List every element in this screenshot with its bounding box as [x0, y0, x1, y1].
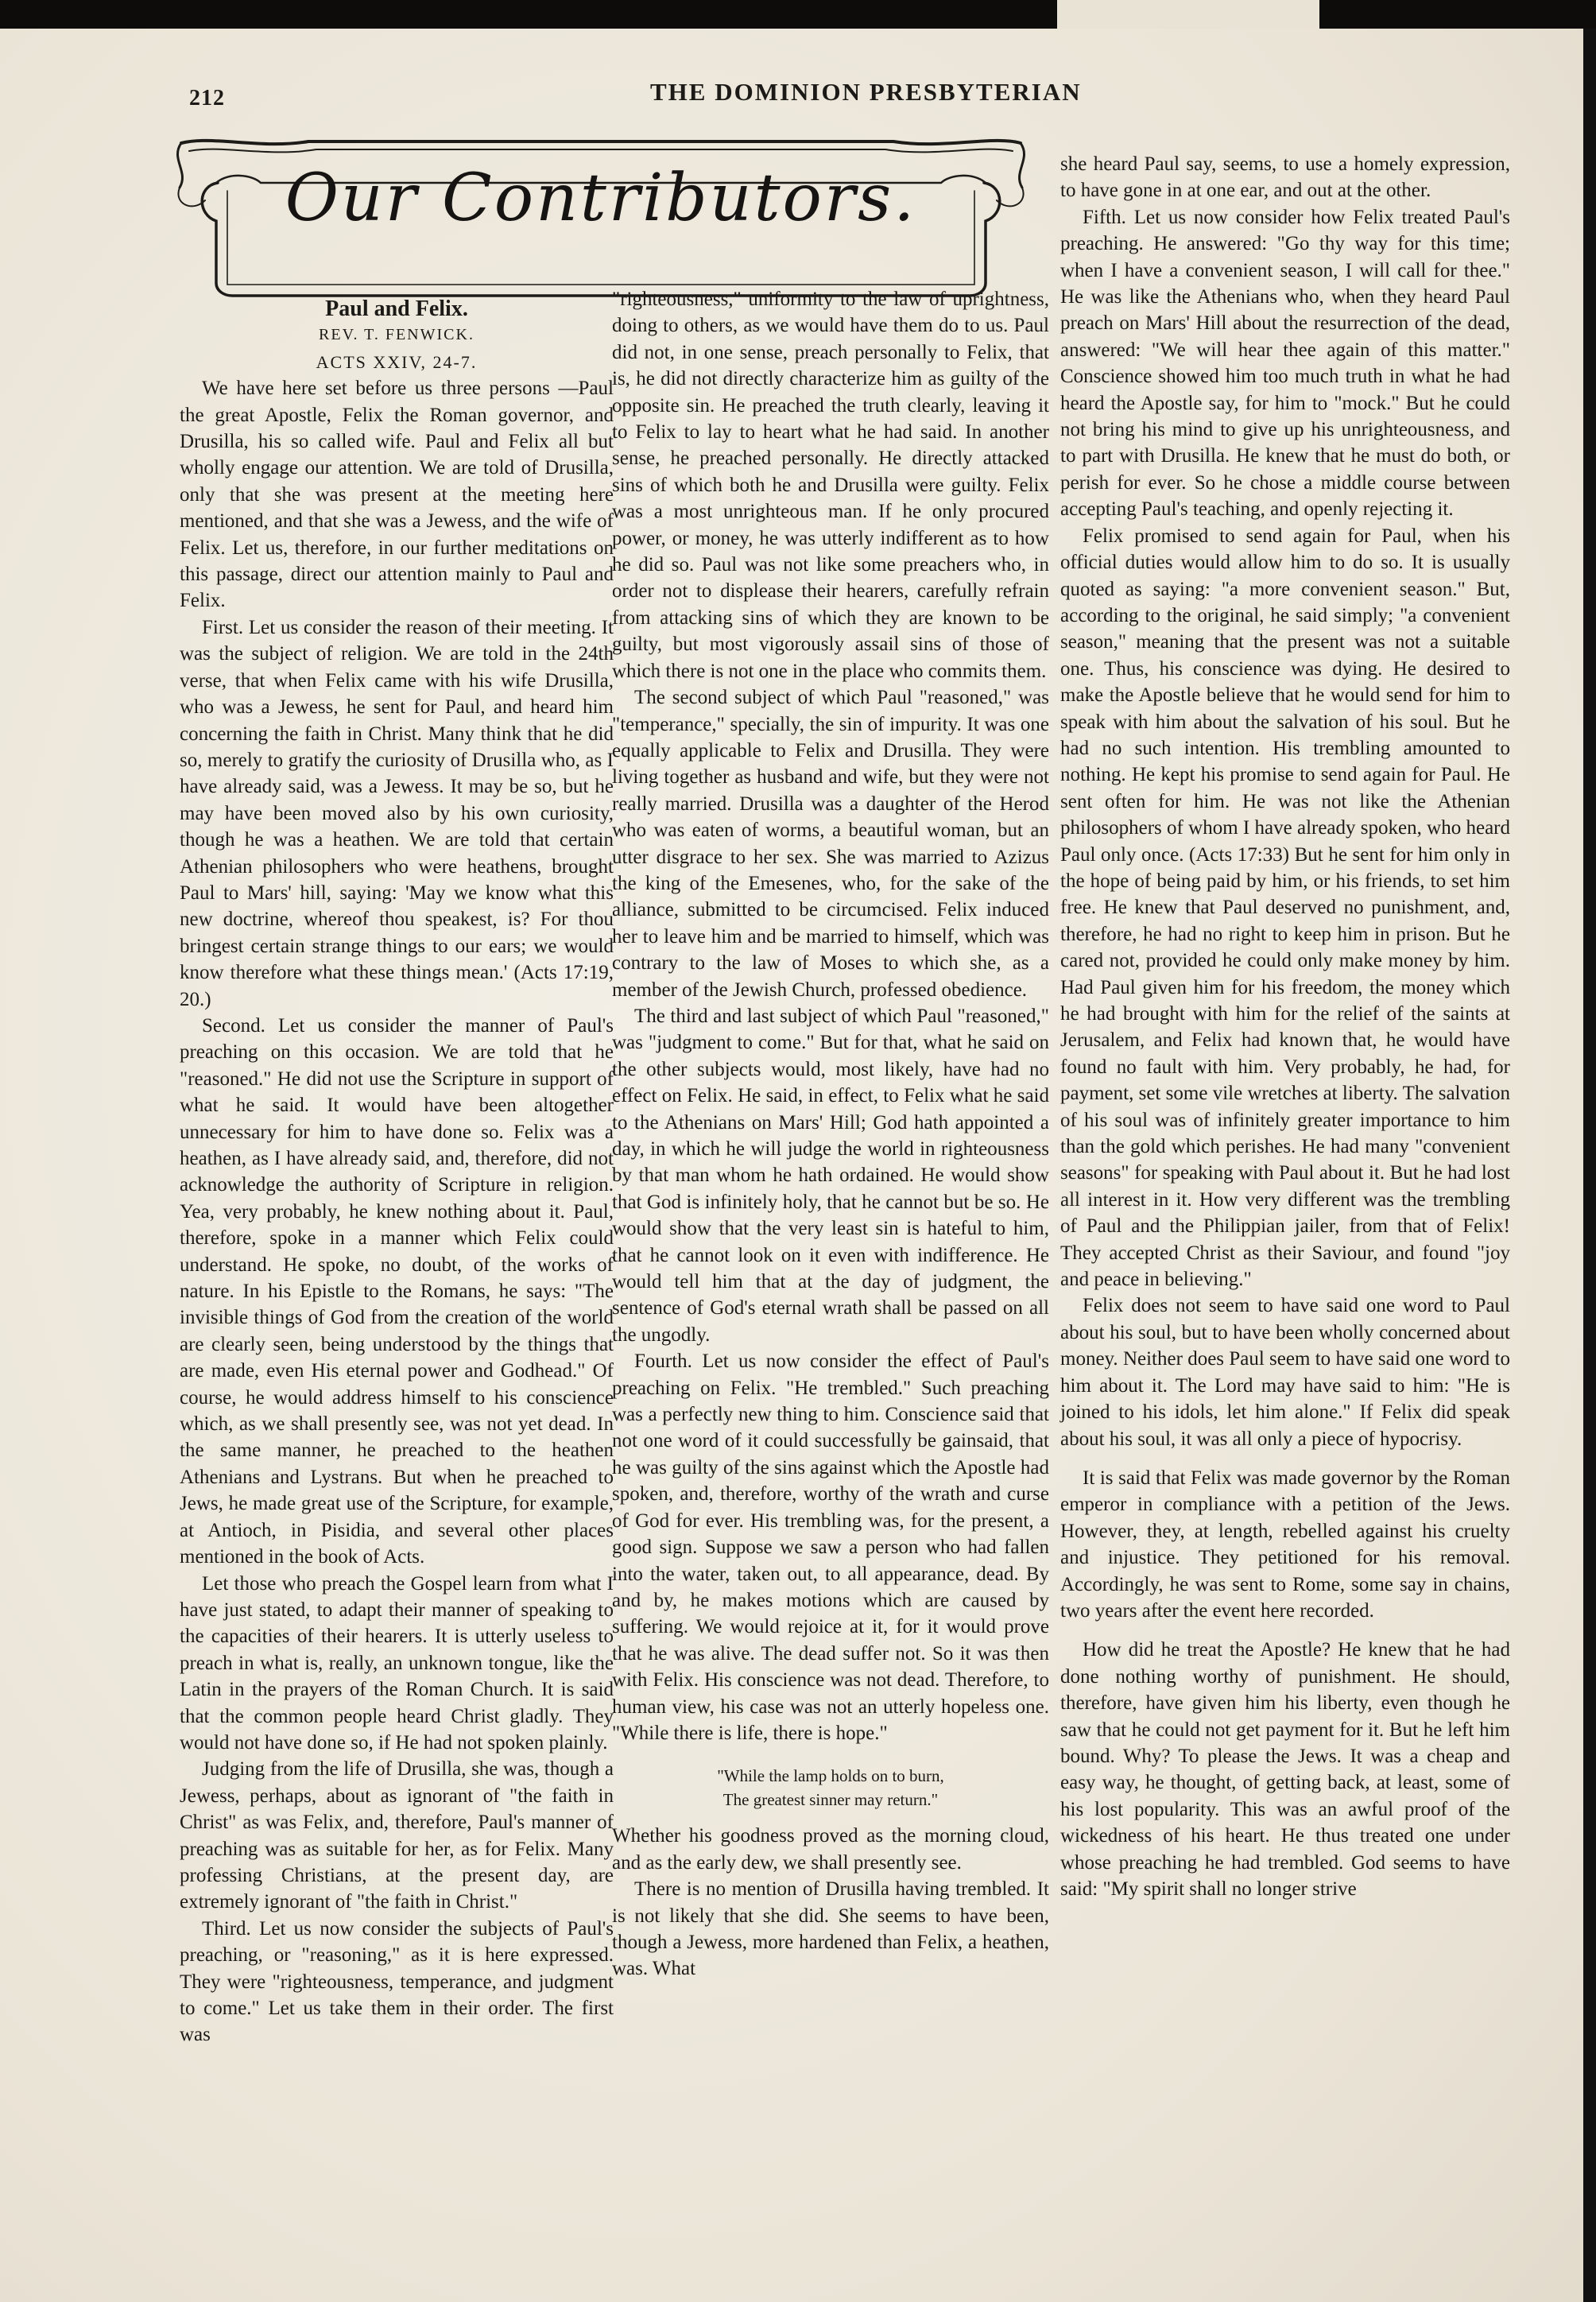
paragraph: Second. Let us consider the manner of Paul's preaching on this occasion. We are told that he "reasoned." He did not use the Scripture in support of what he said. It would have been altogether unnecessary for him to have done so. Felix was a heathen, as I have already said, and, therefore, did not acknowledge the authority of Scripture in religion. Yea, very probably, he knew nothing about it. Paul, therefore, spoke in a manner which Felix could understand. He spoke, no doubt, of the works of nature. In his Epistle to the Romans, he says: "The invisible things of God from the creation of the world are clearly seen, being understood by the things that are made, even His eternal power and Godhead." Of course, he would address himself to his conscience which, as we shall presently see, was not yet dead. In the same manner, he preached to the heathen Athenians and Lystrans. But when he preached to Jews, he made great use of the Scripture, for example, at Antioch, in Pisidia, and several other places mentioned in the book of Acts.: [180, 1014, 614, 1568]
paragraph: The second subject of which Paul "reasoned," was "temperance," specially, the sin of impurity. It was one equally applicable to Felix and Drusilla. They were living together as husband and wife, but they were not really married. Drusilla was a daughter of the Herod who was eaten of worms, a beautiful woman, but an utter disgrace to her sex. She was married to Azizus the king of the Emesenes, who, for the sake of the alliance, submitted to be circumcised. Felix induced her to leave him and be married to himself, which was contrary to the law of Moses to which she, as a member of the Jewish Church, professed obedience.: [612, 687, 1049, 1001]
article-byline: REV. T. FENWICK.: [319, 326, 475, 344]
paragraph: Whether his goodness proved as the morning cloud, and as the early dew, we shall presently see.: [612, 1825, 1049, 1874]
paragraph: First. Let us consider the reason of their meeting. It was the subject of religion. We are told in the 24th verse, that when Felix came with his wife Drusilla, who was a Jewess, he sent for Paul, and heard him concerning the faith in Christ. Many think that he did so, merely to gratify the curiosity of Drusilla who, as I have already said, was a Jewess. It may be so, but he may have been moved also by his own curiosity, though he was a heathen. We are told that certain Athenian philosophers who were heathens, brought Paul to Mars' hill, saying: 'May we know what this new doctrine, whereof thou speakest, is? For thou bringest certain strange things to our ears; we would know therefore what these things mean.' (Acts 17:19, 20.): [180, 616, 614, 1010]
scripture-reference: ACTS XXIV, 24-7.: [316, 351, 478, 372]
paragraph: Judging from the life of Drusilla, she was, though a Jewess, perhaps, about as ignorant of "the faith in Christ" as was Felix, and, therefore, Paul's manner of preaching was as suitable for her, as for Felix. Many professing Christians, at the present day, are extremely ignorant of "the faith in Christ.": [180, 1758, 614, 1913]
scan-right-border: [1583, 29, 1596, 2302]
scan-top-border: [0, 0, 1596, 29]
poem-line: "While the lamp holds on to burn,: [717, 1766, 944, 1786]
column-1: [180, 296, 614, 2048]
running-head: THE DOMINION PRESBYTERIAN: [650, 78, 1082, 106]
paragraph: The third and last subject of which Paul "reasoned," was "judgment to come." But for that, what he said on the other subjects would, most likely, have had no effect on Felix. He said, in effect, to Felix what he said to the Athenians on Mars' Hill; God hath appointed a day, in which he will judge the world in righteousness by that man whom he hath ordained. He would show that God is infinitely holy, that he cannot but be so. He would show that the very least sin is hateful to him, that he cannot look on it even with indifference. He would tell him that at the day of judgment, the sentence of God's eternal wrath shall be passed on all the ungodly.: [612, 1005, 1049, 1346]
section-title-frame: [165, 127, 1036, 308]
paragraph: Let those who preach the Gospel learn from what I have just stated, to adapt their manner of speaking to the capacities of their hearers. It is utterly useless to preach in what is, really, an unknown tongue, like the Latin in the prayers of the Roman Church. It is said that the common people heard Christ gladly. They would not have done so, if He had not spoken plainly.: [180, 1572, 614, 1754]
column-3: [1060, 151, 1510, 1902]
paragraph: How did he treat the Apostle? He knew that he had done nothing worthy of punishment. He should, therefore, have given him his liberty, even though he saw that he could not get payment for it. But he left him bound. Why? To please the Jews. It was a cheap and easy way, he thought, of getting back, at least, some of his lost popularity. This was an awful proof of the wickedness of his heart. He thus treated one under whose preaching he had trembled. God seems to have said: "My spirit shall no longer strive: [1060, 1639, 1510, 1900]
page-number: 212: [189, 86, 225, 110]
poem-quote: [612, 1764, 1049, 1812]
paragraph: "righteousness," uniformity to the law of uprightness, doing to others, as we would have them do to us. Paul did not, in one sense, preach personally to Felix, that is, he did not directly characterize him as guilty of the opposite sin. He preached the truth clearly, leaving it to Felix to lay to heart what he had said. In another sense, he preached personally. He directly attacked sins of which both he and Drusilla were guilty. Felix was a most unrighteous man. If he only procured power, or money, he was utterly indifferent as to how he did so. Paul was not like some preachers who, in order not to displease their hearers, carefully refrain from attacking sins of which they are known to be guilty, but most vigorously assail sins of those of which there is not one in the place who commits them.: [612, 289, 1049, 682]
paragraph: Third. Let us now consider the subjects of Paul's preaching, or "reasoning," as it is here expressed. They were "righteousness, temperance, and judgment to come." Let us take them in their order. The first was: [180, 1917, 614, 2046]
article-title: Paul and Felix.: [325, 296, 468, 321]
poem-line: The greatest sinner may return.": [722, 1790, 939, 1810]
paragraph: There is no mention of Drusilla having trembled. It is not likely that she did. She seems to have been, though a Jewess, more hardened than Felix, a heathen, was. What: [612, 1878, 1049, 1980]
paragraph: Fifth. Let us now consider how Felix treated Paul's preaching. He answered: "Go thy way for this time; when I have a convenient season, I will call for thee." He was like the Athenians who, when they heard Paul preach on Mars' Hill about the resurrection of the dead, answered: "We will hear thee again of this matter." Conscience showed him too much truth in what he had heard the Apostle say, for him to "mock." But he could not bring his mind to give up his unrighteousness, and to part with Drusilla. He knew that he must do both, or perish for ever. So he chose a middle course between accepting Paul's teaching, and openly rejecting it.: [1060, 206, 1510, 521]
paragraph: We have here set before us three persons —Paul the great Apostle, Felix the Roman governor, and Drusilla, his so called wife. Paul and Felix all but wholly engage our attention. We are told of Drusilla, only that she was present at the meeting here mentioned, and that she was a Jewess, and the wife of Felix. Let us, therefore, in our further meditations on this passage, direct our attention mainly to Paul and Felix.: [180, 378, 614, 612]
scan-top-gap: [1057, 0, 1319, 29]
paragraph: Felix does not seem to have said one word to Paul about his soul, but to have been wholly concerned about money. Neither does Paul seem to have said one word to him about it. The Lord may have said to him: "He is joined to his idols, let him alone." If Felix did speak about his soul, it was all only a piece of hypocrisy.: [1060, 1295, 1510, 1450]
paragraph: It is said that Felix was made governor by the Roman emperor in compliance with a petition of the Jews. However, they, at length, rebelled against his cruelty and injustice. They petitioned for his removal. Accordingly, he was sent to Rome, some say in chains, two years after the event here recorded.: [1060, 1467, 1510, 1622]
section-title: Our Contributors.: [285, 161, 917, 236]
paragraph: Fourth. Let us now consider the effect of Paul's preaching on Felix. "He trembled." Such preaching was a perfectly new thing to him. Conscience said that not one word of it could successfully be gainsaid, that he was guilty of the sins against which the Apostle had spoken, and, therefore, worthy of the wrath and curse of God for ever. His trembling was, for the present, a good sign. Suppose we saw a person who had fallen into the water, taken out, to all appearance, dead. By and by, he makes motions which are caused by suffering. We would rejoice at it, for it would prove that he was alive. The dead suffer not. So it was then with Felix. His conscience was not dead. Therefore, to human view, his case was not an utterly hopeless one. "While there is life, there is hope.": [612, 1351, 1049, 1744]
column-2: [612, 286, 1049, 1982]
paragraph: she heard Paul say, seems, to use a homely expression, to have gone in at one ear, and out at the other.: [1060, 153, 1510, 202]
paragraph: Felix promised to send again for Paul, when his official duties would allow him to do so. It is usually quoted as saying: "a more convenient season." But, according to the original, he said simply; "a convenient season," meaning that the present was not a suitable one. Thus, his conscience was dying. He desired to make the Apostle believe that he would send for him to speak with him about the salvation of his soul. But he had no such intention. His trembling amounted to nothing. He kept his promise to send again for Paul. He sent often for him. He was not like the Athenian philosophers of whom I have already spoken, who heard Paul only once. (Acts 17:33) But he sent for him only in the hope of being paid by him, or his friends, to set him free. He knew that Paul deserved no punishment, and, therefore, he had no right to keep him in prison. But he cared not, provided he could only make money by him. Had Paul given him for his freedom, the money which he had brought with him for the relief of the saints at Jerusalem, and Felix had known that, he would have found no fault with him. Very probably, he had, for payment, set some vile wretches at liberty. The salvation of his soul was of infinitely greater importance to him than the gold which perishes. He had many "convenient seasons" for speaking with Paul about it. But he had lost all interest in it. How very different was the trembling of Paul and the Philippian jailer, from that of Felix! They accepted Christ as their Saviour, and found "joy and peace in believing.": [1060, 525, 1510, 1291]
